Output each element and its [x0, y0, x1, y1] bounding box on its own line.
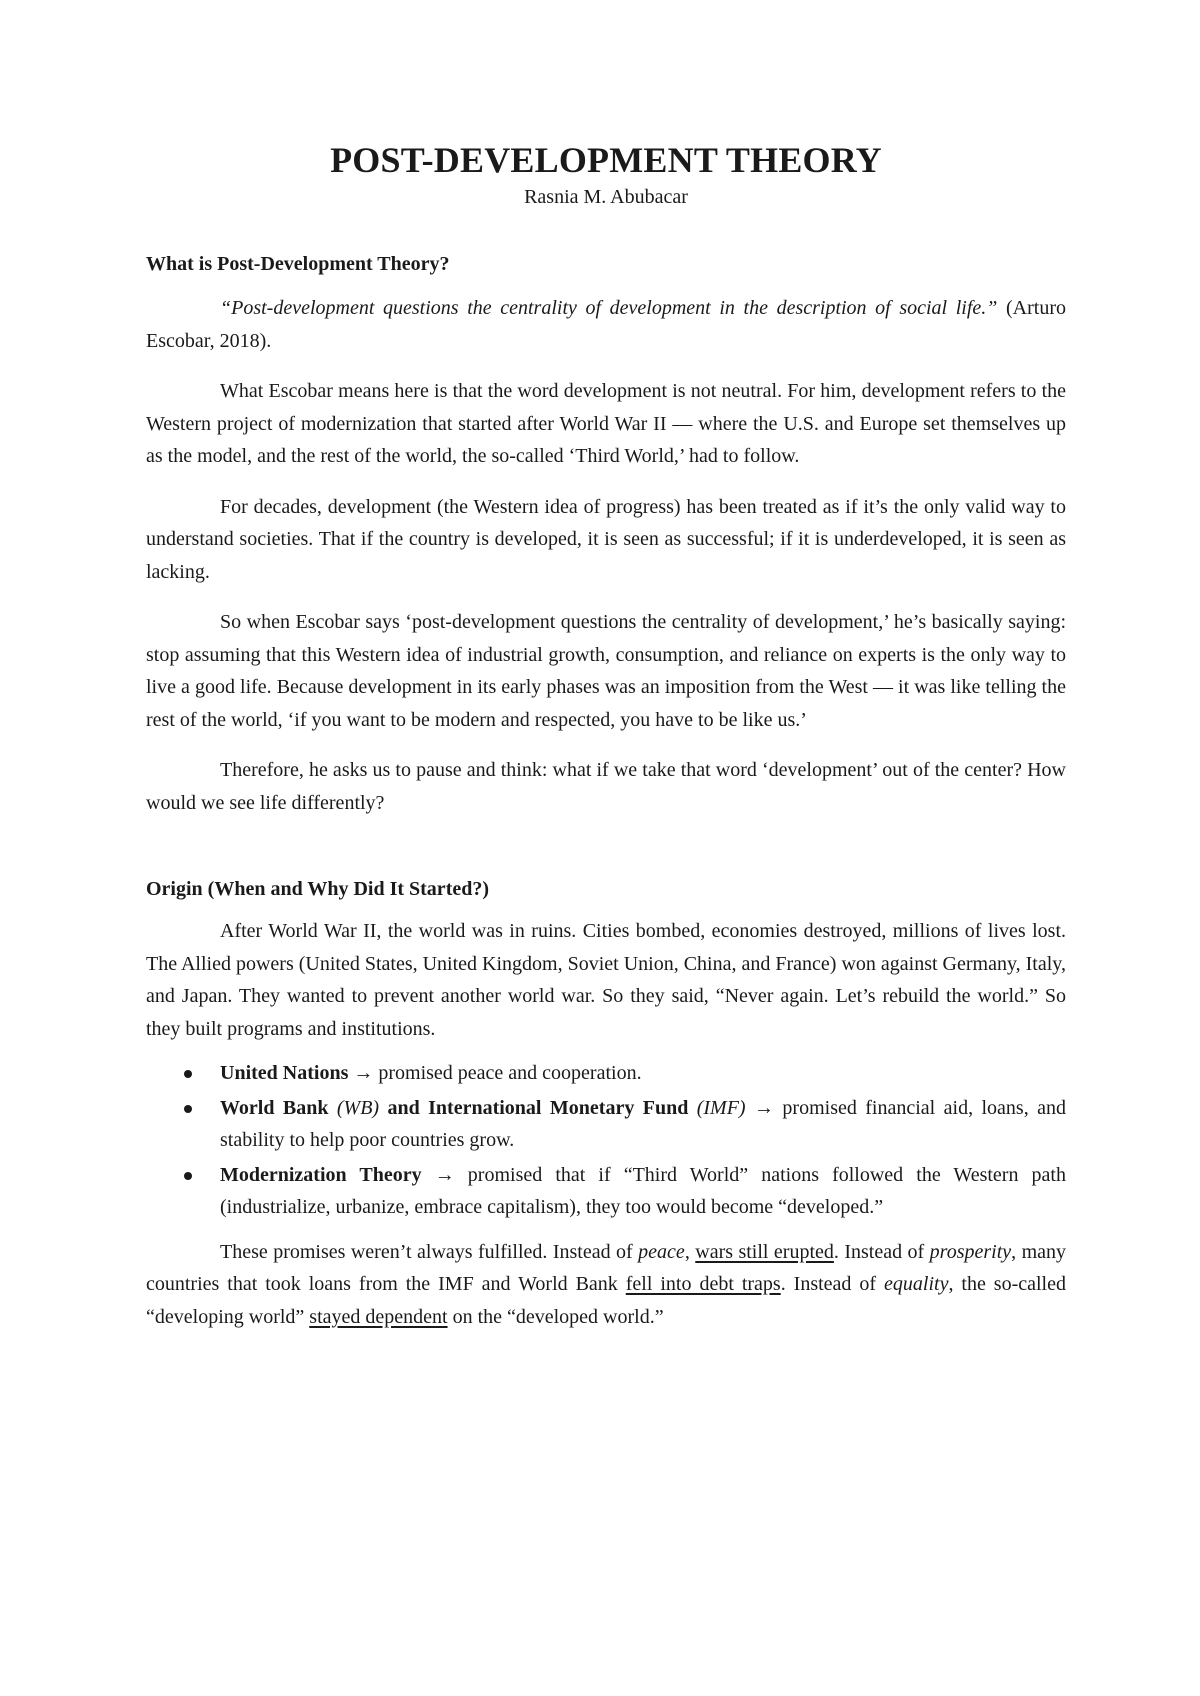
list-item-bold: World Bank: [220, 1096, 337, 1119]
underline-wars: wars still erupted: [695, 1240, 834, 1263]
document-title: POST-DEVELOPMENT THEORY: [330, 140, 882, 180]
text-run: . Instead of: [833, 1240, 930, 1263]
text-run: These promises weren’t always fulfilled. Instead of: [220, 1240, 639, 1263]
text-run: , many countries that took loans from the IMF and World Bank: [146, 1240, 1067, 1295]
list-item-bold: and International Monetary Fund: [379, 1096, 697, 1119]
text-run: on the “developed world.”: [447, 1305, 664, 1328]
paragraph-escobar-meaning: What Escobar means here is that the word development is not neutral. For him, development refers to the Western project of modernization that started after World War II — where the U.S. and Europe set themselves up as the model, and the rest of the world, the so-called ‘Third World,’ had to follow.: [146, 380, 1066, 467]
document-author: Rasnia M. Abubacar: [524, 186, 688, 208]
list-item-bold: United Nations: [220, 1062, 349, 1084]
document-body: [146, 140, 1066, 1333]
paragraph-therefore: Therefore, he asks us to pause and think: what if we take that word ‘development’ out of the center? How would we see life differently?: [146, 759, 1066, 814]
section-heading-what-is: What is Post-Development Theory?: [146, 253, 450, 275]
underline-stayed-dependent: stayed dependent: [309, 1305, 448, 1328]
paragraph-decades: For decades, development (the Western idea of progress) has been treated as if it’s the only valid way to understand societies. That if the country is developed, it is seen as successful; if it is underdeveloped, it is seen as lacking.: [146, 495, 1066, 583]
list-item-modernization-theory: [146, 1159, 1066, 1224]
section-heading-origin: Origin (When and Why Did It Started?): [146, 878, 490, 900]
underline-debt-traps: fell into debt traps: [625, 1273, 781, 1295]
quote-text: “Post-development questions the centrality of development in the description of social life.”: [220, 297, 998, 319]
list-item-text: → promised peace and cooperation.: [348, 1062, 642, 1084]
list-item-bold: Modernization Theory: [220, 1163, 422, 1186]
list-item-united-nations: [146, 1057, 1066, 1090]
text-run: ,: [684, 1240, 696, 1263]
escobar-quote: [146, 292, 1066, 357]
emphasis-prosperity: prosperity: [929, 1240, 1012, 1263]
bullet-icon: [184, 1172, 192, 1180]
paragraph-promises-unfulfilled: [146, 1236, 1066, 1334]
bullet-icon: [184, 1105, 192, 1113]
paragraph-after-ww2: After World War II, the world was in ruins. Cities bombed, economies destroyed, millions of lives lost. The Allied powers (United States, United Kingdom, Soviet Union, China, and France) won against Germany, Italy, and Japan. They wanted to prevent another world war. So they said, “Never again. Let’s rebuild the world.” So they built programs and institutions.: [146, 920, 1066, 1040]
list-item-italic: (IMF): [696, 1096, 746, 1119]
paragraph-centrality: So when Escobar says ‘post-development questions the centrality of development,’ he’s basically saying: stop assuming that this Western idea of industrial growth, consumption, and reliance on experts is the only way to live a good life. Because development in its early phases was an imposition from the West — it was like telling the rest of the world, ‘if you want to be modern and respected, you have to be like us.’: [146, 611, 1066, 731]
institutions-list: [146, 1057, 1066, 1224]
emphasis-peace: peace: [638, 1240, 685, 1263]
list-item-text: → promised that if “Third World” nations followed the Western path (industrialize, urbanize, embrace capitalism), they too would become “developed.”: [220, 1163, 1066, 1218]
text-run: . Instead of: [780, 1273, 885, 1295]
list-item-italic: (WB): [336, 1096, 380, 1119]
list-item-world-bank-imf: [146, 1092, 1066, 1157]
emphasis-equality: equality: [884, 1273, 949, 1295]
bullet-icon: [184, 1070, 192, 1078]
list-item-text: → promised financial aid, loans, and stability to help poor countries grow.: [220, 1096, 1066, 1151]
quote-citation: (Arturo Escobar, 2018).: [146, 297, 1067, 352]
text-run: , the so-called “developing world”: [146, 1273, 1066, 1328]
